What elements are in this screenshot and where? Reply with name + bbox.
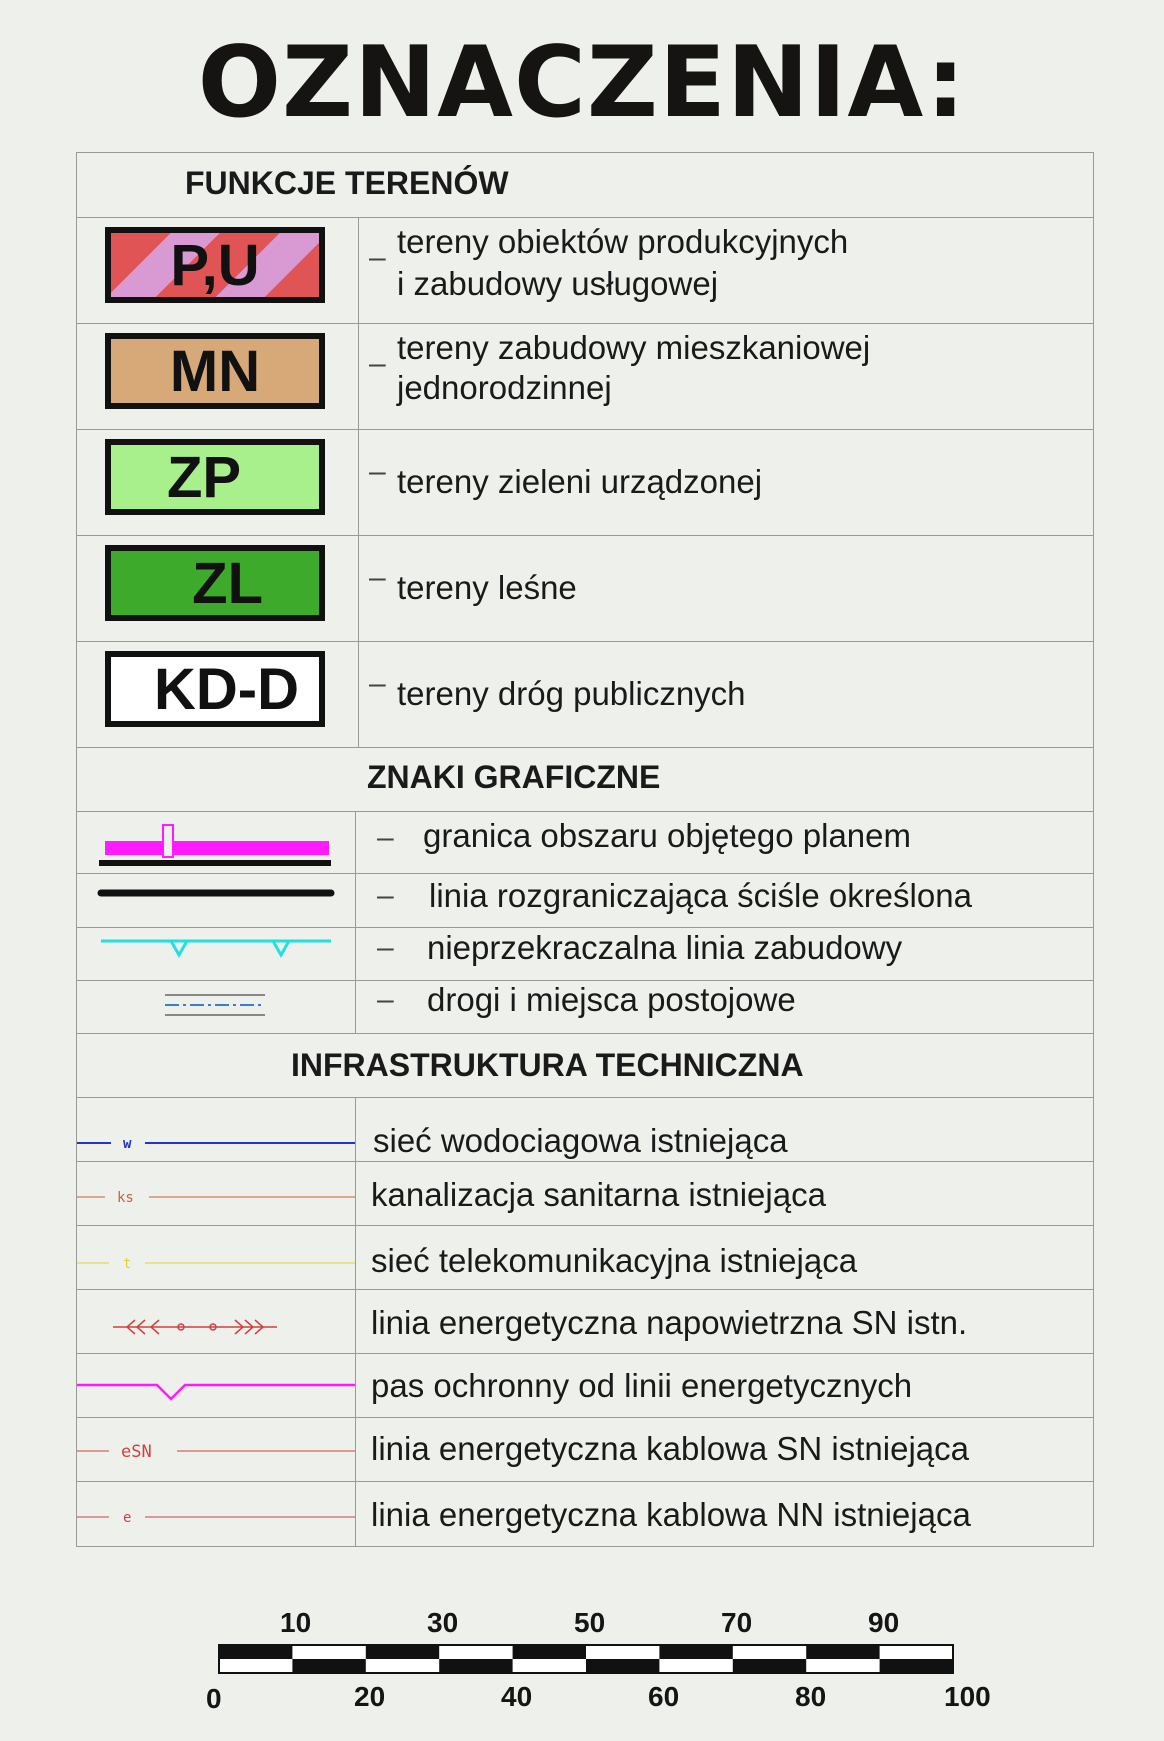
land-use-desc-line2: i zabudowy usługowej (397, 265, 719, 302)
land-use-desc: tereny zieleni urządzonej (397, 463, 763, 500)
graphic-sign-label: linia rozgraniczająca ściśle określona (429, 877, 972, 914)
land-use-swatch-mn (105, 333, 325, 409)
scale-label: 60 (648, 1681, 680, 1712)
plan-boundary-icon (97, 813, 337, 873)
land-use-desc-line1: tereny zabudowy mieszkaniowej (397, 329, 871, 366)
section-title-land-use: FUNKCJE TERENÓW (185, 165, 509, 201)
scale-label: 40 (501, 1681, 533, 1712)
dash: – (369, 347, 386, 380)
scale-label: 20 (354, 1681, 386, 1712)
sewage-network-icon (77, 1183, 357, 1213)
dash: – (377, 983, 394, 1016)
graphic-sign-label: drogi i miejsca postojowe (427, 981, 796, 1018)
graphic-sign-label: nieprzekraczalna linia zabudowy (427, 929, 903, 966)
land-use-desc: tereny leśne (397, 569, 577, 606)
land-use-code: ZL (192, 550, 263, 616)
land-use-swatch-kdd (105, 651, 325, 727)
scale-label: 100 (944, 1681, 991, 1712)
land-use-desc-line1: tereny obiektów produkcyjnych (397, 223, 849, 260)
infrastructure-label: linia energetyczna kablowa SN istniejąca (371, 1430, 969, 1467)
scale-bar-graphic (218, 1644, 956, 1678)
infrastructure-label: sieć wodociagowa istniejąca (373, 1122, 788, 1159)
dash: – (377, 931, 394, 964)
dash: – (369, 455, 386, 488)
legend-table (76, 152, 1094, 1547)
cable-nn-line-icon (77, 1503, 357, 1533)
scale-label: 30 (427, 1607, 459, 1638)
land-use-swatch-zl (105, 545, 325, 621)
land-use-desc: tereny dróg publicznych (397, 675, 746, 712)
demarcation-line-icon (97, 879, 337, 909)
svg-text:w: w (123, 1136, 132, 1152)
svg-text:t: t (123, 1256, 132, 1272)
scale-label: 90 (868, 1607, 900, 1638)
infrastructure-label: sieć telekomunikacyjna istniejąca (371, 1242, 858, 1279)
land-use-desc-line2: jednorodzinnej (397, 369, 612, 406)
infrastructure-label: linia energetyczna napowietrzna SN istn. (371, 1304, 968, 1341)
water-network-icon (77, 1129, 357, 1159)
land-use-swatch-pu (105, 227, 325, 303)
dash: – (369, 561, 386, 594)
protection-zone-icon (77, 1371, 357, 1401)
building-line-icon (97, 929, 337, 969)
scale-label: 80 (795, 1681, 827, 1712)
dash: – (377, 879, 394, 912)
section-title-infrastructure: INFRASTRUKTURA TECHNICZNA (291, 1047, 804, 1083)
scale-label: 50 (574, 1607, 606, 1638)
section-title-graphic-signs: ZNAKI GRAFICZNE (367, 759, 661, 795)
svg-text:ks: ks (117, 1190, 134, 1206)
dash: – (369, 241, 386, 274)
telecom-network-icon (77, 1249, 357, 1279)
scale-label: 70 (721, 1607, 753, 1638)
infrastructure-label: linia energetyczna kablowa NN istniejąca (371, 1496, 971, 1533)
land-use-code: P,U (170, 232, 260, 298)
dash: – (377, 821, 394, 854)
roads-parking-icon (157, 983, 277, 1027)
land-use-swatch-zp (105, 439, 325, 515)
page-title: OZNACZENIA: (197, 26, 967, 140)
land-use-code: MN (169, 338, 261, 404)
infrastructure-label: pas ochronny od linii energetycznych (371, 1367, 913, 1404)
scale-label: 0 (206, 1683, 222, 1714)
overhead-power-line-icon (77, 1313, 357, 1343)
svg-text:eSN: eSN (121, 1442, 152, 1462)
graphic-sign-label: granica obszaru objętego planem (423, 817, 911, 854)
land-use-code: ZP (167, 444, 242, 510)
cable-sn-line-icon (77, 1437, 357, 1467)
land-use-code: KD-D (154, 656, 299, 722)
dash: – (369, 667, 386, 700)
scale-label: 10 (280, 1607, 312, 1638)
svg-text:e: e (123, 1510, 132, 1526)
infrastructure-label: kanalizacja sanitarna istniejąca (371, 1176, 826, 1213)
